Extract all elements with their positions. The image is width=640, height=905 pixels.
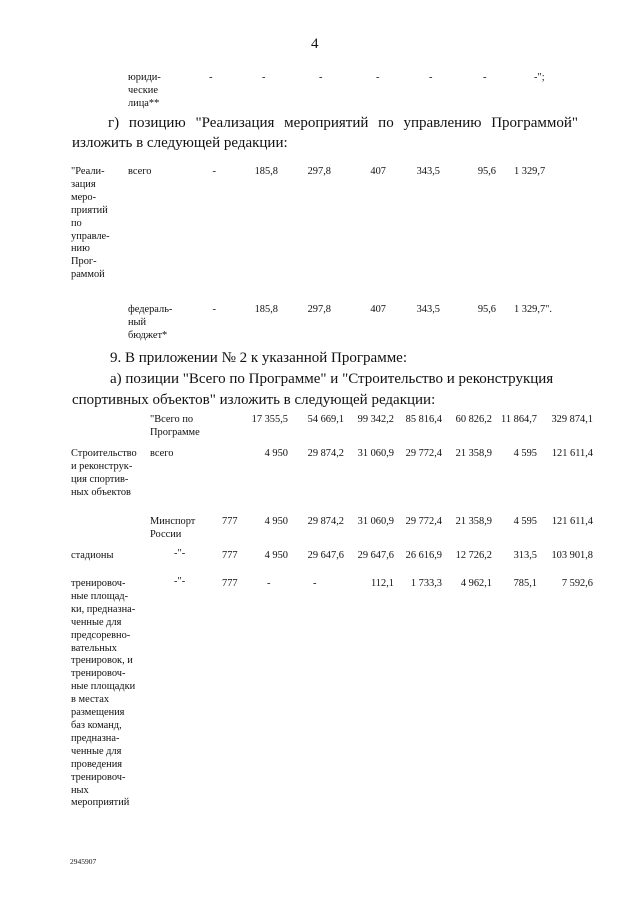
table-cell: - xyxy=(483,72,487,83)
table-cell: -"; xyxy=(534,72,545,83)
table-cell: 343,5 xyxy=(416,166,440,177)
table-cell: - xyxy=(212,304,216,315)
row-label-legal-entities: юриди- ческие лица** xyxy=(128,72,161,109)
table2-code: 777 xyxy=(222,516,238,527)
table-cell: 31 060,9 xyxy=(357,516,394,527)
table-cell: 31 060,9 xyxy=(357,448,394,459)
table-cell: - xyxy=(313,578,317,589)
table-cell: 121 611,4 xyxy=(551,516,593,527)
table1-row-label: "Реали- зация меро- приятий по управле- нию Прог- раммой xyxy=(71,166,110,281)
table-cell: 1 329,7". xyxy=(514,304,553,315)
table1-source: федераль- ный бюджет* xyxy=(128,304,173,341)
table-cell: 329 874,1 xyxy=(551,414,593,425)
table-cell: 103 901,8 xyxy=(551,550,593,561)
table-cell: 297,8 xyxy=(307,166,331,177)
table2-row-label: тренировоч- ные площад- ки, предназна- ченные для предсоревно- вательных тренировок, и тренировоч- ные площадки в местах размещения баз команд, предназна- ченные для проведения тренировоч- ных мероприятий xyxy=(71,578,136,809)
table-cell: 17 355,5 xyxy=(251,414,288,425)
table-cell: 29 647,6 xyxy=(307,550,344,561)
table2-total-label: "Всего по Программе xyxy=(150,414,200,438)
table-cell: 21 358,9 xyxy=(455,516,492,527)
table-cell: 343,5 xyxy=(416,304,440,315)
table-cell: - xyxy=(376,72,380,83)
table2-source: Минспорт России xyxy=(150,516,196,540)
table-cell: 12 726,2 xyxy=(455,550,492,561)
footer-document-code: 2945907 xyxy=(70,857,97,866)
table-cell: 112,1 xyxy=(371,578,394,589)
table-cell: 29 874,2 xyxy=(307,516,344,527)
table-cell: 29 647,6 xyxy=(357,550,394,561)
table-cell: 407 xyxy=(370,166,386,177)
table-cell: 7 592,6 xyxy=(561,578,593,589)
table-cell: - xyxy=(209,72,213,83)
table-cell: 1 329,7 xyxy=(514,166,546,177)
table-cell: 121 611,4 xyxy=(551,448,593,459)
table-cell: 1 733,3 xyxy=(410,578,442,589)
table-cell: 407 xyxy=(370,304,386,315)
table-cell: 4 595 xyxy=(513,448,537,459)
paragraph-a-line2: спортивных объектов" изложить в следующей редакции: xyxy=(72,392,436,408)
table-cell: 60 826,2 xyxy=(455,414,492,425)
table-cell: - xyxy=(267,578,271,589)
table-cell: 21 358,9 xyxy=(455,448,492,459)
table2-code: 777 xyxy=(222,550,238,561)
table-cell: 4 950 xyxy=(264,516,288,527)
table-cell: - xyxy=(429,72,433,83)
table-cell: 54 669,1 xyxy=(307,414,344,425)
table2-source: -"- xyxy=(174,576,186,587)
table-cell: 26 616,9 xyxy=(405,550,442,561)
table2-row-label: Строительство и реконструк- ция спортив- ных объектов xyxy=(71,448,137,498)
table-cell: 95,6 xyxy=(477,166,496,177)
table-cell: - xyxy=(262,72,266,83)
paragraph-g-line2: изложить в следующей редакции: xyxy=(72,135,288,151)
table1-source: всего xyxy=(128,166,152,177)
table-cell: 99 342,2 xyxy=(357,414,394,425)
table-cell: 95,6 xyxy=(477,304,496,315)
table-cell: 185,8 xyxy=(254,304,278,315)
table2-code: 777 xyxy=(222,578,238,589)
table-cell: 11 864,7 xyxy=(501,414,537,425)
table-cell: 185,8 xyxy=(254,166,278,177)
table-cell: 785,1 xyxy=(513,578,537,589)
paragraph-9: 9. В приложении № 2 к указанной Программе: xyxy=(110,350,408,366)
paragraph-g-line1: г) позицию "Реализация мероприятий по управлению Программой" xyxy=(108,115,578,131)
table-cell: 297,8 xyxy=(307,304,331,315)
table-cell: 29 874,2 xyxy=(307,448,344,459)
table-cell: 29 772,4 xyxy=(405,448,442,459)
table-cell: - xyxy=(319,72,323,83)
table-cell: 4 595 xyxy=(513,516,537,527)
table-cell: 85 816,4 xyxy=(405,414,442,425)
table-cell: 4 962,1 xyxy=(460,578,492,589)
table-cell: - xyxy=(212,166,216,177)
table-cell: 4 950 xyxy=(264,550,288,561)
table-cell: 4 950 xyxy=(264,448,288,459)
table2-row-label: стадионы xyxy=(71,550,114,561)
table2-source: -"- xyxy=(174,548,186,559)
table-cell: 29 772,4 xyxy=(405,516,442,527)
table2-source: всего xyxy=(150,448,174,459)
table-cell: 313,5 xyxy=(513,550,537,561)
page-number: 4 xyxy=(311,36,319,52)
paragraph-a-line1: а) позиции "Всего по Программе" и "Строительство и реконструкция xyxy=(110,371,554,387)
